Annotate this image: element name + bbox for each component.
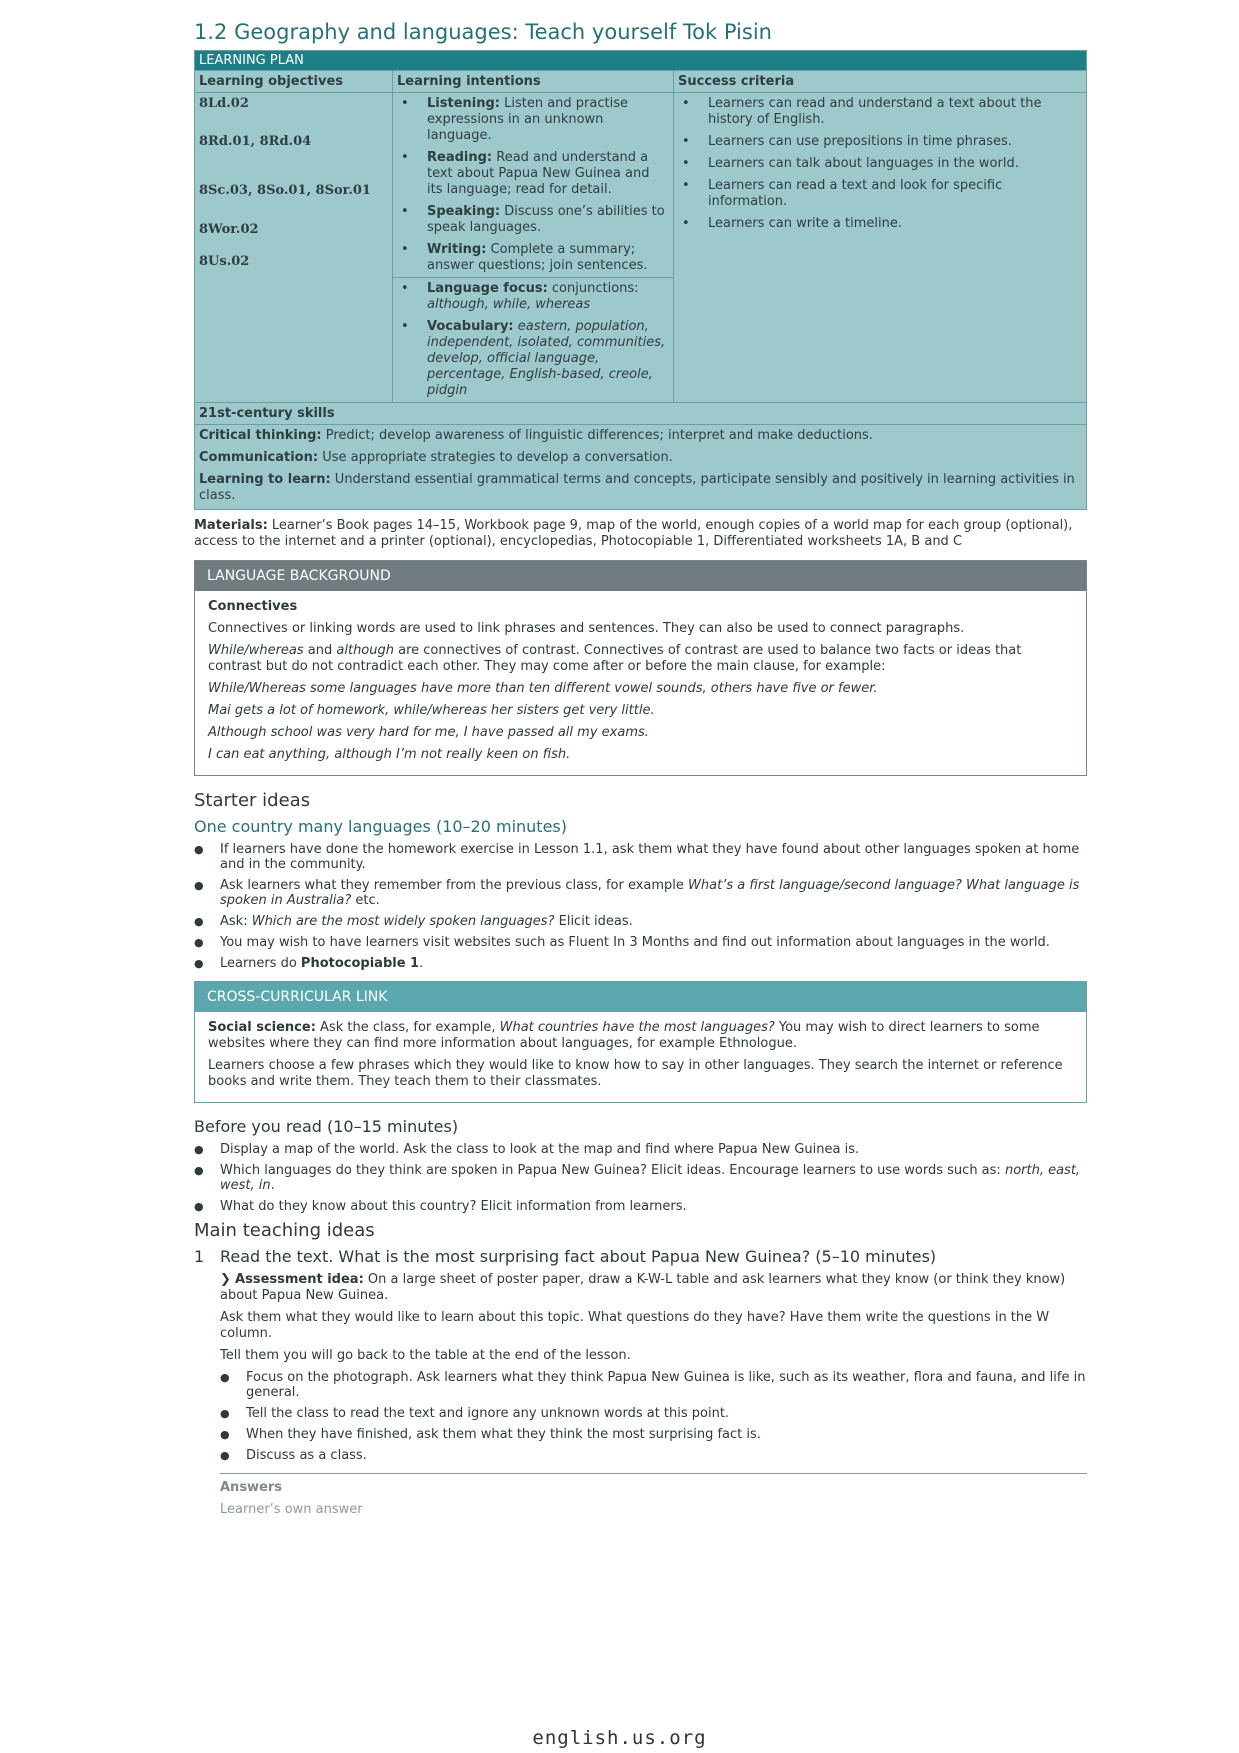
objectives-cell bbox=[195, 93, 393, 403]
paragraph: Ask them what they would like to learn about this topic. What questions do they have? Have them write the questions in the W column. bbox=[220, 1310, 1050, 1341]
intention-vocabulary: • Vocabulary: eastern, population, independent, isolated, communities, develop, official language, percentage, English-based, creole, pidgin bbox=[397, 319, 669, 399]
col-intentions-header: Learning intentions bbox=[393, 71, 674, 93]
objective-code: 8Us.02 bbox=[199, 254, 250, 269]
answers-section bbox=[220, 1473, 1087, 1518]
list-item: ● Learners do Photocopiable 1. bbox=[194, 956, 1087, 971]
success-criteria-cell bbox=[674, 93, 1087, 403]
list-item: ● Focus on the photograph. Ask learners what they think Papua New Guinea is like, such as its weather, flora and fauna, and life in general. bbox=[220, 1370, 1087, 1400]
intention-speaking: • Speaking: Discuss one’s abilities to speak languages. bbox=[397, 204, 669, 236]
objective-code: 8Wor.02 bbox=[199, 222, 259, 237]
objective-code: 8Rd.01, 8Rd.04 bbox=[199, 134, 312, 149]
starter-heading: Starter ideas bbox=[194, 790, 311, 811]
learning-plan-banner: LEARNING PLAN bbox=[195, 51, 1087, 71]
lb-example: Mai gets a lot of homework, while/whereas her sisters get very little. bbox=[208, 703, 655, 718]
list-item: ● Discuss as a class. bbox=[220, 1448, 1087, 1463]
chevron-right-icon: ❯ bbox=[220, 1272, 236, 1287]
objective-code: 8Ld.02 bbox=[199, 96, 249, 111]
intention-listening: • Listening: Listen and practise expressions in an unknown language. bbox=[397, 96, 669, 144]
lb-paragraph: While/whereas and although are connectives of contrast. Connectives of contrast are used to balance two facts or ideas that contrast but do not contradict each other. They may come after or before the main clause, for example: bbox=[208, 643, 1022, 674]
list-item: ● If learners have done the homework exercise in Lesson 1.1, ask them what they have found about other languages spoken at home and in the community. bbox=[194, 842, 1087, 872]
lb-example: Although school was very hard for me, I have passed all my exams. bbox=[208, 725, 649, 740]
assessment-idea: ❯ Assessment idea: On a large sheet of poster paper, draw a K-W-L table and ask learners what they know (or think they know) about Papua New Guinea. bbox=[220, 1272, 1066, 1303]
learning-plan-table bbox=[194, 50, 1087, 510]
skill-learning-to-learn: Learning to learn: Understand essential grammatical terms and concepts, participate sensibly and positively in learning activities in class. bbox=[199, 472, 1075, 503]
list-item: ● Ask learners what they remember from the previous class, for example What’s a first language/second language? What language is spoken in Australia? etc. bbox=[194, 878, 1087, 908]
list-item: ● Which languages do they think are spoken in Papua New Guinea? Elicit ideas. Encourage learners to use words such as: north, east, west, in. bbox=[194, 1163, 1087, 1193]
paragraph: Tell them you will go back to the table at the end of the lesson. bbox=[220, 1348, 631, 1363]
main-teaching-heading: Main teaching ideas bbox=[194, 1220, 375, 1241]
intentions-language-cell bbox=[393, 278, 674, 403]
intentions-skills-cell bbox=[393, 93, 674, 278]
col-success-header: Success criteria bbox=[674, 71, 1087, 93]
cross-curricular-header: CROSS-CURRICULAR LINK bbox=[195, 982, 1086, 1012]
list-item: ● What do they know about this country? Elicit information from learners. bbox=[194, 1199, 1087, 1214]
intention-reading: • Reading: Read and understand a text about Papua New Guinea and its language; read for detail. bbox=[397, 150, 669, 198]
success-criterion: • Learners can talk about languages in the world. bbox=[678, 156, 1082, 172]
lb-paragraph: Connectives or linking words are used to link phrases and sentences. They can also be used to connect paragraphs. bbox=[208, 621, 965, 636]
lb-example: While/Whereas some languages have more than ten different vowel sounds, others have five or fewer. bbox=[208, 681, 878, 696]
list-item: ● You may wish to have learners visit websites such as Fluent In 3 Months and find out information about languages in the world. bbox=[194, 935, 1087, 950]
success-criterion: • Learners can read a text and look for specific information. bbox=[678, 178, 1082, 210]
lb-example: I can eat anything, although I’m not really keen on fish. bbox=[208, 747, 571, 762]
list-item: ● When they have finished, ask them what they think the most surprising fact is. bbox=[220, 1427, 1087, 1442]
cross-curricular-box bbox=[194, 981, 1087, 1103]
success-criterion: • Learners can use prepositions in time phrases. bbox=[678, 134, 1082, 150]
intention-writing: • Writing: Complete a summary; answer questions; join sentences. bbox=[397, 242, 669, 274]
cc-paragraph: Social science: Ask the class, for example, What countries have the most languages? You may wish to direct learners to some websites where they can find more information about languages, for example Ethnologue. bbox=[208, 1020, 1040, 1051]
skill-communication: Communication: Use appropriate strategies to develop a conversation. bbox=[199, 450, 673, 465]
skills-cell bbox=[195, 425, 1087, 510]
skills-header: 21st-century skills bbox=[195, 403, 1087, 425]
col-objectives-header: Learning objectives bbox=[195, 71, 393, 93]
numbered-item: 1 Read the text. What is the most surprising fact about Papua New Guinea? (5–10 minutes) bbox=[194, 1247, 937, 1266]
answers-text: Learner’s own answer bbox=[220, 1502, 363, 1517]
language-background-box bbox=[194, 560, 1087, 776]
cc-paragraph: Learners choose a few phrases which they would like to know how to say in other languages. They search the internet or reference books and write them. They teach them to their classmates. bbox=[208, 1058, 1063, 1089]
list-item: ● Ask: Which are the most widely spoken languages? Elicit ideas. bbox=[194, 914, 1087, 929]
page-title: 1.2 Geography and languages: Teach yourself Tok Pisin bbox=[194, 20, 772, 44]
success-criterion: • Learners can read and understand a text about the history of English. bbox=[678, 96, 1082, 128]
skill-critical-thinking: Critical thinking: Predict; develop awareness of linguistic differences; interpret and make deductions. bbox=[199, 428, 873, 443]
footer-url: english.us.org bbox=[532, 1727, 707, 1749]
numbered-item-body bbox=[220, 1272, 1087, 1518]
list-item: ● Display a map of the world. Ask the class to look at the map and find where Papua New Guinea is. bbox=[194, 1142, 1087, 1157]
intention-language-focus: • Language focus: conjunctions: although, while, whereas bbox=[397, 281, 669, 313]
list-item: ● Tell the class to read the text and ignore any unknown words at this point. bbox=[220, 1406, 1087, 1421]
objective-code: 8Sc.03, 8So.01, 8Sor.01 bbox=[199, 183, 371, 198]
success-criterion: • Learners can write a timeline. bbox=[678, 216, 1082, 232]
materials: Materials: Learner’s Book pages 14–15, Workbook page 9, map of the world, enough copies of a world map for each group (optional), access to the internet and a printer (optional), encyclopedias, Photocopiable 1, Differentiated worksheets 1A, B and C bbox=[194, 518, 1073, 549]
before-read-subheading: Before you read (10–15 minutes) bbox=[194, 1117, 459, 1136]
connectives-subheading: Connectives bbox=[208, 599, 298, 614]
answers-heading: Answers bbox=[220, 1480, 283, 1495]
before-read-list bbox=[194, 1142, 1087, 1214]
page-content bbox=[194, 20, 1087, 1518]
language-background-header: LANGUAGE BACKGROUND bbox=[195, 561, 1086, 591]
starter-list bbox=[194, 842, 1087, 971]
starter-subheading: One country many languages (10–20 minutes) bbox=[194, 817, 567, 836]
